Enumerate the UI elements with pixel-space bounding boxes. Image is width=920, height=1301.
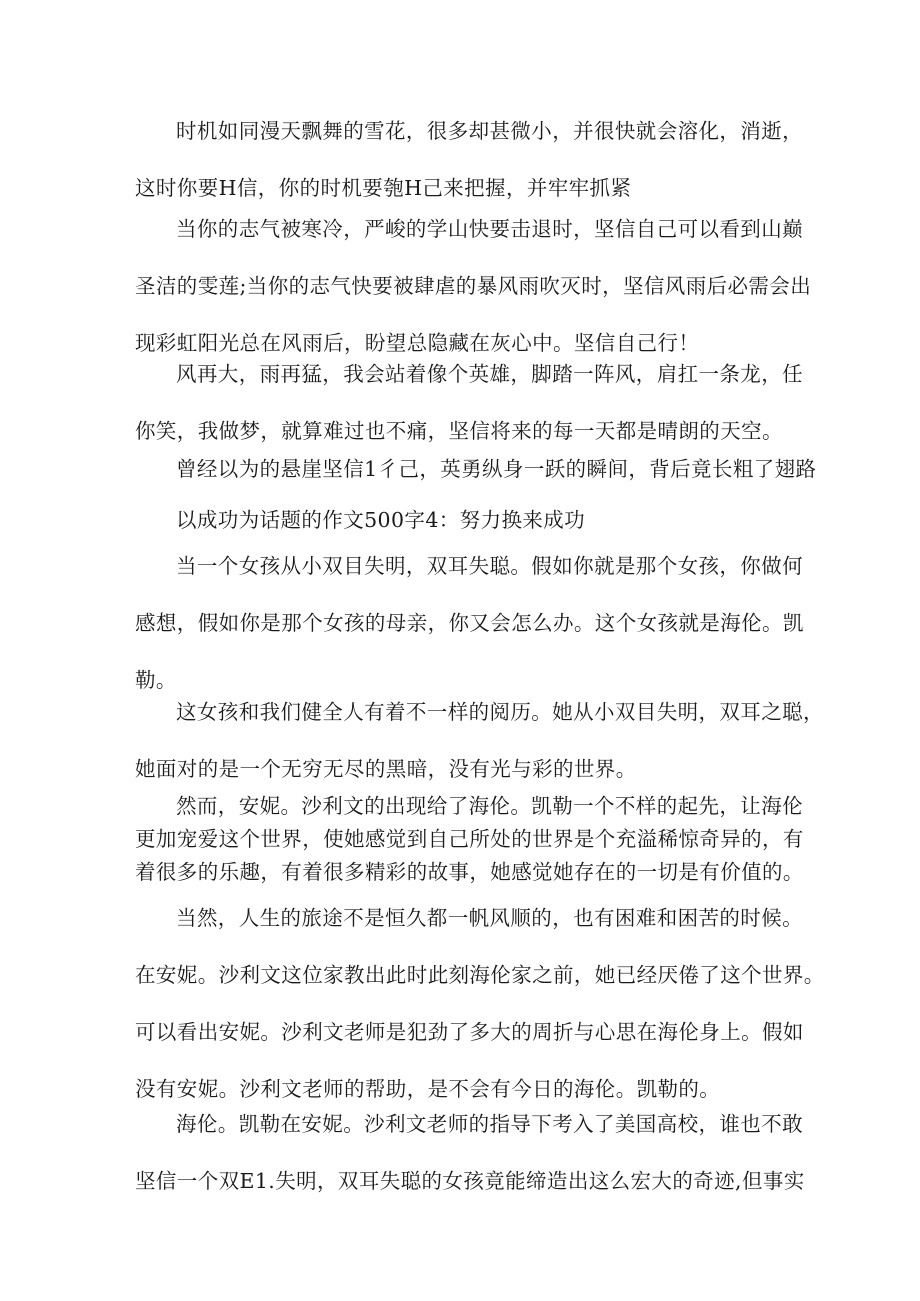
paragraph-9 — [135, 1096, 805, 1210]
paragraph-1 — [135, 103, 803, 217]
paragraph-line: 可以看出安妮。沙利文老师是犯劲了多大的周折与心思在海伦身上。假如 — [135, 1020, 804, 1044]
paragraph-line: 当然，人生的旅途不是恒久都一帆风顺的，也有困难和困苦的时候。 — [176, 906, 803, 930]
paragraph-line: 你笑，我做梦，就算难过也不痛，坚信将来的每一天都是晴朗的天空。 — [135, 419, 783, 443]
paragraph-line: 然而，安妮。沙利文的出现给了海伦。凯勒一个不样的起先，让海伦 — [176, 794, 803, 818]
paragraph-6 — [135, 684, 824, 798]
paragraph-line: 勒。 — [135, 668, 177, 692]
paragraph-line: 这时你要H信，你的时机要匏H己来把握，并牢牢抓紧 — [135, 176, 632, 200]
paragraph-line: 坚信一个双E1.失明，双耳失聪的女孩竟能缔造出这么宏大的奇迹,但事实 — [135, 1169, 805, 1193]
paragraph-line: 没有安妮。沙利文老师的帮助，是不会有今日的海伦。凯勒的。 — [135, 1077, 721, 1101]
paragraph-line: 海伦。凯勒在安妮。沙利文老师的指导下考入了美国高校，谁也不敢 — [176, 1112, 803, 1136]
paragraph-line: 现彩虹阳光总在风雨后，盼望总隐藏在灰心中。坚信自己行！ — [135, 331, 700, 355]
paragraph-line: 她面对的是一个无穷无尽的黑暗，没有光与彩的世界。 — [135, 757, 637, 781]
paragraph-line: 着很多的乐趣，有着很多精彩的故事，她感觉她存在的一切是有价值的。 — [135, 860, 804, 884]
paragraph-line: 感想，假如你是那个女孩的母亲，你又会怎么办。这个女孩就是海伦。凯 — [135, 611, 804, 635]
paragraph-line: 风再大，雨再猛，我会站着像个英雄，脚踏一阵风，肩扛一条龙，任 — [176, 362, 803, 386]
paragraph-line: 当你的志气被寒冷，严峻的学山快要击退时，坚信自己可以看到山巅 — [176, 217, 803, 241]
paragraph-line: 圣洁的雯莲;当你的志气快要被肆虐的暴风雨吹灭时，坚信风雨后必需会出 — [135, 274, 812, 298]
heading-text: 以成功为话题的作文500字4：努力换来成功 — [176, 508, 586, 532]
paragraph-line: 曾经以为的悬崖坚信1彳己，英勇纵身一跃的瞬间，背后竟长粗了翅路 — [176, 457, 817, 481]
paragraph-line: 当一个女孩从小双目失明，双耳失聪。假如你就是那个女孩，你做何 — [176, 554, 803, 578]
paragraph-line: 更加宠爱这个世界，使她感觉到自己所处的世界是个充溢稀惊奇异的，有 — [135, 827, 804, 851]
paragraph-line: 这女孩和我们健全人有着不一样的阅历。她从小双目失明，双耳之聪， — [176, 700, 824, 724]
paragraph-line: 时机如同漫天飘舞的雪花，很多却甚微小，并很快就会溶化，消逝， — [176, 119, 803, 143]
paragraph-7 — [135, 790, 804, 889]
paragraph-4 — [135, 441, 817, 498]
paragraph-line: 在安妮。沙利文这位家教出此时此刻海伦家之前，她已经厌倦了这个世界。 — [135, 963, 825, 987]
paragraph-8 — [135, 890, 825, 1118]
